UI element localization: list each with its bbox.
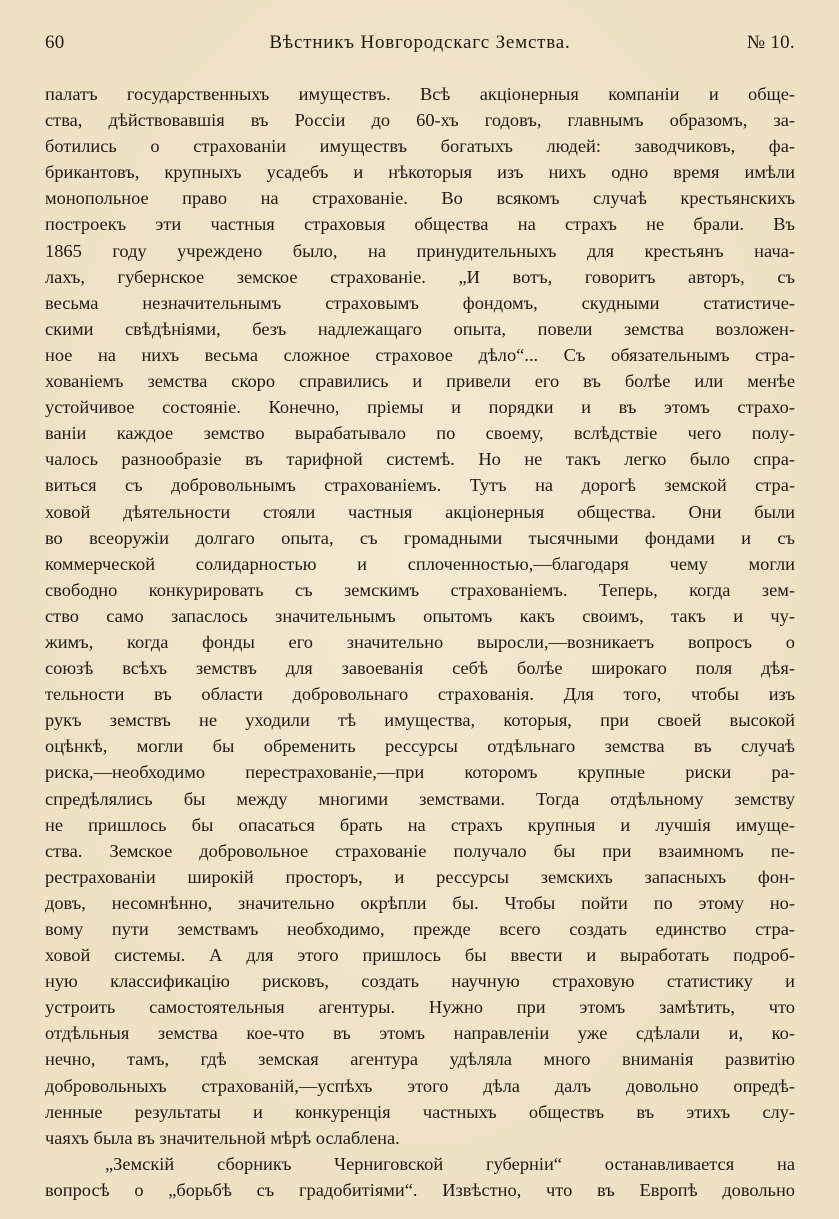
text-line: ботились о страхованіи имуществъ богатыхъ людей: заводчиковъ, фа-	[45, 136, 795, 157]
paragraph-first-line: „Земскій сборникъ Черниговской губерніи“ останавливается на	[105, 1153, 795, 1174]
text-line: оцѣнкѣ, могли бы обременить рессурсы отдѣльнаго земства въ случаѣ	[45, 736, 795, 757]
text-line: тельности въ области добровольнаго страхованія. Для того, чтобы изъ	[45, 684, 795, 705]
text-line: виться съ добровольнымъ страхованіемъ. Тутъ на дорогѣ земской стра-	[45, 475, 795, 496]
text-line: ства. Земское добровольное страхованіе получало бы при взаимномъ пе-	[45, 840, 795, 861]
article-text	[45, 81, 795, 1203]
text-line: ваніи каждое земство вырабатывало по своему, вслѣдствіе чего полу-	[45, 423, 795, 444]
text-line: отдѣльныя земства кое-что въ этомъ направленіи уже сдѣлали и, ко-	[45, 1023, 795, 1044]
text-line: построекъ эти частныя страховыя общества на страхъ не брали. Въ	[45, 214, 795, 235]
text-line: ство само запаслось значительнымъ опытомъ какъ своимъ, такъ и чу-	[45, 605, 795, 626]
text-line: добровольныхъ страхованій,—успѣхъ этого дѣла далъ довольно опредѣ-	[45, 1075, 795, 1096]
text-line: свободно конкурировать съ земскимъ страхованіемъ. Теперь, когда зем-	[45, 579, 795, 600]
issue-number: № 10.	[746, 32, 795, 53]
text-line: во всеоружіи долгаго опыта, съ громадными тысячными фондами и съ	[45, 527, 795, 548]
text-line: рестрахованіи широкій просторъ, и рессурсы земскихъ запасныхъ фон-	[45, 866, 795, 887]
text-line: скими свѣдѣніями, безъ надлежащаго опыта, повели земства возложен-	[45, 318, 795, 339]
text-line: союзѣ всѣхъ земствъ для завоеванія себѣ болѣе широкаго поля дѣя-	[45, 658, 795, 679]
text-line: нечно, тамъ, гдѣ земская агентура удѣляла много вниманія развитію	[45, 1049, 795, 1070]
journal-title: Вѣстникъ Новгородскагс Земства.	[269, 32, 571, 53]
text-line: вопросѣ о „борьбѣ съ градобитіями“. Извѣстно, что въ Европѣ довольно	[45, 1179, 795, 1200]
text-line: рукъ земствъ не уходили тѣ имущества, которыя, при своей высокой	[45, 710, 795, 731]
text-line: ховой системы. А для этого пришлось бы ввести и выработать подроб-	[45, 945, 795, 966]
text-line: довъ, несомнѣнно, значительно окрѣпли бы. Чтобы пойти по этому но-	[45, 892, 795, 913]
running-header	[45, 30, 795, 60]
text-line: риска,—необходимо перестрахованіе,—при которомъ крупные риски ра-	[45, 762, 795, 783]
text-line: устойчивое состояніе. Конечно, пріемы и порядки и въ этомъ страхо-	[45, 397, 795, 418]
text-line: ную классификацію рисковъ, создать научную страховую статистику и	[45, 971, 795, 992]
text-line: чалось разнообразіе въ тарифной системѣ. Но не такъ легко было спра-	[45, 449, 795, 470]
text-line: весьма незначительнымъ страховымъ фондомъ, скудными статистиче-	[45, 292, 795, 313]
text-line: брикантовъ, крупныхъ усадебъ и нѣкоторыя изъ нихъ одно время имѣли	[45, 162, 795, 183]
text-line: лахъ, губернское земское страхованіе. „И вотъ, говоритъ авторъ, съ	[45, 266, 795, 287]
paragraph-last-line: чаяхъ была въ значительной мѣрѣ ослаблена.	[45, 1127, 400, 1148]
text-line: ховой дѣятельности стояли частныя акціонерныя общества. Они были	[45, 501, 795, 522]
text-line: вому пути земствамъ необходимо, прежде всего создать единство стра-	[45, 919, 795, 939]
text-line: хованіемъ земства скоро справились и привели его въ болѣе или менѣе	[45, 371, 795, 392]
text-line: устроить самостоятельныя агентуры. Нужно при этомъ замѣтить, что	[45, 997, 795, 1018]
page-number: 60	[45, 32, 65, 53]
text-line: 1865 году учреждено было, на принудительныхъ для крестьянъ нача-	[45, 240, 795, 261]
text-line: палатъ государственныхъ имуществъ. Всѣ акціонерныя компаніи и обще-	[45, 84, 795, 104]
text-line: коммерческой солидарностью и сплоченностью,—благодаря чему могли	[45, 553, 795, 574]
text-line: ства, дѣйствовавшія въ Россіи до 60-хъ годовъ, главнымъ образомъ, за-	[45, 110, 795, 131]
text-line: монопольное право на страхованіе. Во всякомъ случаѣ крестьянскихъ	[45, 188, 795, 209]
text-line: ленные результаты и конкуренція частныхъ обществъ въ этихъ слу-	[45, 1101, 795, 1122]
text-line: спредѣлялись бы между многими земствами. Тогда отдѣльному земству	[45, 788, 795, 809]
text-line: жимъ, когда фонды его значительно выросли,—возникаетъ вопросъ о	[45, 631, 795, 652]
text-line: ное на нихъ весьма сложное страховое дѣло“... Съ обязательнымъ стра-	[45, 344, 795, 365]
text-line: не пришлось бы опасаться брать на страхъ крупныя и лучшія имуще-	[45, 814, 795, 835]
